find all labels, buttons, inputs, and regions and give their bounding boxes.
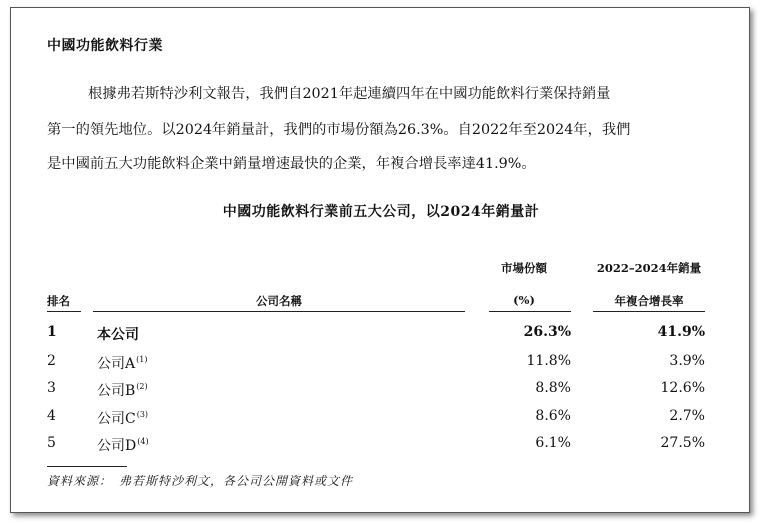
cagr-cell: 3.9% (669, 353, 705, 369)
share-cell: 8.6% (535, 408, 571, 424)
rank-cell: 3 (47, 380, 56, 396)
paragraph-line-1: 根據弗若斯特沙利文報告，我們自2021年起連續四年在中國功能飲料行業保持銷量 (88, 86, 611, 102)
footnote-marker: (3) (136, 410, 149, 419)
cagr-header-rule (593, 311, 705, 312)
document-page (10, 7, 750, 513)
cagr-header-line-1: 2022–2024年銷量 (596, 261, 702, 275)
company-cell: 公司$A^{(1)}$ (97, 355, 148, 372)
company-header: 公司名稱 (256, 294, 302, 308)
paragraph-line-2: 第一的領先地位。以2024年銷量計，我們的市場份額為26.3%。自2022年至2024年，我們 (47, 122, 631, 138)
cagr-cell: 12.6% (660, 380, 705, 396)
share-cell: 26.3% (523, 324, 571, 340)
section-heading: 中國功能飲料行業 (47, 38, 163, 54)
table-title: 中國功能飲料行業前五大公司，以2024年銷量計 (222, 204, 540, 220)
source-note: 資料來源： 弗若斯特沙利文，各公司公開資料或文件 (47, 474, 354, 488)
company-header-rule (93, 311, 465, 312)
rank-cell: 2 (47, 353, 56, 369)
company-cell: 公司$C^{(3)}$ (97, 410, 149, 427)
paragraph-line-3: 是中國前五大功能飲料企業中銷量增速最快的企業，年複合增長率達41.9%。 (47, 156, 536, 172)
share-cell: 11.8% (526, 353, 571, 369)
footnote-rule (47, 466, 127, 467)
rank-cell: 4 (47, 408, 56, 424)
rank-header-rule (47, 311, 81, 312)
share-header-line-1: 市場份額 (501, 261, 547, 275)
share-cell: 8.8% (535, 380, 571, 396)
cagr-header-line-2: 年複合增長率 (614, 294, 684, 308)
share-cell: 6.1% (535, 435, 571, 451)
rank-cell: 1 (47, 324, 57, 340)
company-cell: 本公司 (97, 327, 139, 343)
rank-header: 排名 (47, 294, 70, 308)
cagr-cell: 41.9% (657, 324, 705, 340)
company-cell: 公司$D^{(4)}$ (97, 437, 149, 454)
footnote-marker: (1) (136, 355, 148, 364)
cagr-cell: 27.5% (660, 435, 705, 451)
footnote-marker: (4) (137, 437, 149, 446)
share-header-rule (489, 311, 571, 312)
footnote-marker: (2) (136, 382, 148, 391)
rank-cell: 5 (47, 435, 56, 451)
share-header-line-2: (%) (513, 293, 535, 307)
company-cell: 公司$B^{(2)}$ (97, 382, 148, 399)
cagr-cell: 2.7% (669, 408, 705, 424)
